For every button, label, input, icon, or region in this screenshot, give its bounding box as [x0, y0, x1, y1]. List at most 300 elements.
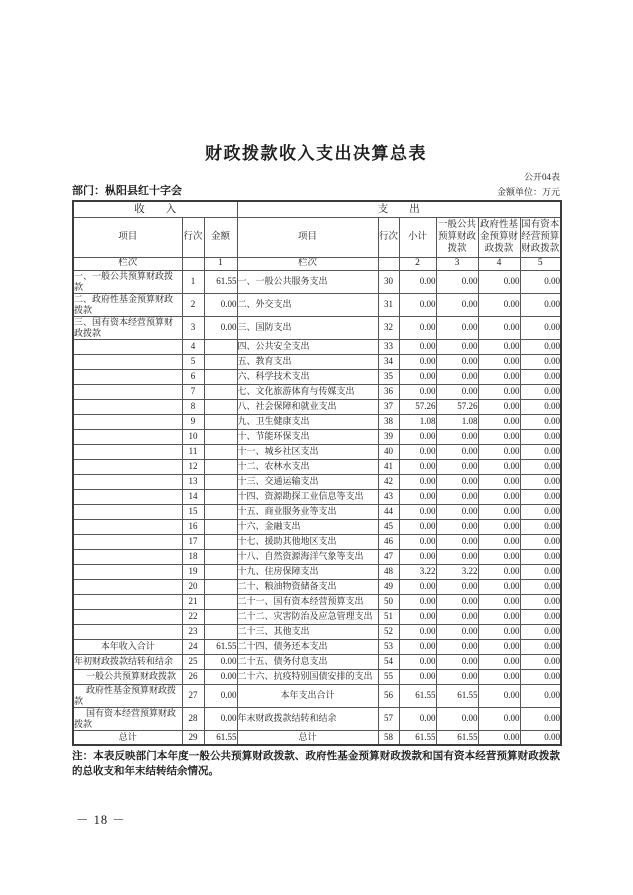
subtotal-cell: 0.00	[399, 669, 436, 684]
income-line-cell: 24	[182, 639, 204, 654]
table-row	[73, 564, 561, 579]
table-row	[73, 270, 561, 293]
subtotal-cell: 0.00	[399, 594, 436, 609]
expense-item-cell: 十二、农林水支出	[237, 459, 378, 474]
column-header-7: 政府性基金预算财政拨款	[478, 217, 520, 257]
income-line-cell: 17	[182, 534, 204, 549]
income-amount-cell	[204, 549, 237, 564]
expense-line-cell: 42	[378, 474, 399, 489]
expense-line-cell: 37	[378, 399, 399, 414]
income-item-cell	[73, 609, 182, 624]
expense-line-cell: 50	[378, 594, 399, 609]
table-row	[73, 316, 561, 339]
income-amount-cell	[204, 624, 237, 639]
table-row	[73, 684, 561, 707]
subtotal-cell: 0.00	[399, 489, 436, 504]
income-amount-cell: 61.55	[204, 639, 237, 654]
general-budget-cell: 0.00	[436, 384, 478, 399]
state-capital-cell: 0.00	[520, 504, 561, 519]
income-item-cell	[73, 564, 182, 579]
income-item-cell	[73, 594, 182, 609]
subtotal-cell: 57.26	[399, 399, 436, 414]
income-line-cell: 22	[182, 609, 204, 624]
lanci-cell-7: 4	[478, 257, 520, 270]
document-content	[72, 144, 560, 779]
general-budget-cell: 0.00	[436, 270, 478, 293]
table-row	[73, 459, 561, 474]
lanci-cell-5: 2	[399, 257, 436, 270]
expense-line-cell: 52	[378, 624, 399, 639]
income-line-cell: 9	[182, 414, 204, 429]
income-item-cell: 总计	[73, 730, 182, 745]
table-row	[73, 639, 561, 654]
subtotal-cell: 0.00	[399, 369, 436, 384]
expense-item-cell: 五、教育支出	[237, 354, 378, 369]
subtotal-cell: 0.00	[399, 339, 436, 354]
income-line-cell: 8	[182, 399, 204, 414]
income-line-cell: 23	[182, 624, 204, 639]
expense-item-cell: 十一、城乡社区支出	[237, 444, 378, 459]
income-item-cell: 年初财政拨款结转和结余	[73, 654, 182, 669]
fiscal-allocation-table	[72, 200, 562, 746]
gov-fund-cell: 0.00	[478, 579, 520, 594]
general-budget-cell: 0.00	[436, 639, 478, 654]
table-row	[73, 429, 561, 444]
expense-item-cell: 总计	[237, 730, 378, 745]
table-row	[73, 534, 561, 549]
income-line-cell: 12	[182, 459, 204, 474]
expense-line-cell: 30	[378, 270, 399, 293]
general-budget-cell: 61.55	[436, 684, 478, 707]
income-amount-cell	[204, 354, 237, 369]
expense-item-cell: 年末财政拨款结转和结余	[237, 707, 378, 730]
column-header-4: 行次	[378, 217, 399, 257]
state-capital-cell: 0.00	[520, 564, 561, 579]
state-capital-cell: 0.00	[520, 609, 561, 624]
table-row	[73, 399, 561, 414]
income-item-cell: 本年收入合计	[73, 639, 182, 654]
general-budget-cell: 0.00	[436, 534, 478, 549]
column-header-8: 国有资本经营预算财政拨款	[520, 217, 561, 257]
expense-line-cell: 51	[378, 609, 399, 624]
expense-item-cell: 十四、资源勘探工业信息等支出	[237, 489, 378, 504]
general-budget-cell: 0.00	[436, 654, 478, 669]
gov-fund-cell: 0.00	[478, 594, 520, 609]
general-budget-cell: 0.00	[436, 369, 478, 384]
expense-item-cell: 二、外交支出	[237, 293, 378, 316]
general-budget-cell: 0.00	[436, 624, 478, 639]
gov-fund-cell: 0.00	[478, 624, 520, 639]
income-amount-cell: 61.55	[204, 270, 237, 293]
gov-fund-cell: 0.00	[478, 639, 520, 654]
income-item-cell	[73, 534, 182, 549]
general-budget-cell: 0.00	[436, 669, 478, 684]
gov-fund-cell: 0.00	[478, 384, 520, 399]
table-row	[73, 489, 561, 504]
income-line-cell: 2	[182, 293, 204, 316]
subtotal-cell: 0.00	[399, 579, 436, 594]
expense-line-cell: 58	[378, 730, 399, 745]
state-capital-cell: 0.00	[520, 624, 561, 639]
income-line-cell: 28	[182, 707, 204, 730]
state-capital-cell: 0.00	[520, 459, 561, 474]
expense-item-cell: 二十四、债务还本支出	[237, 639, 378, 654]
general-budget-cell: 0.00	[436, 609, 478, 624]
table-row	[73, 354, 561, 369]
page-number: － 18 －	[76, 813, 126, 827]
general-budget-cell: 0.00	[436, 429, 478, 444]
gov-fund-cell: 0.00	[478, 730, 520, 745]
expense-item-cell: 四、公共安全支出	[237, 339, 378, 354]
table-row	[73, 707, 561, 730]
state-capital-cell: 0.00	[520, 730, 561, 745]
gov-fund-cell: 0.00	[478, 399, 520, 414]
subtotal-cell: 0.00	[399, 429, 436, 444]
department-label: 部门：枞阳县红十字会	[72, 185, 182, 197]
income-item-cell	[73, 504, 182, 519]
gov-fund-cell: 0.00	[478, 429, 520, 444]
income-item-cell: 一、一般公共预算财政拨款	[73, 270, 182, 293]
income-amount-cell: 0.00	[204, 654, 237, 669]
income-amount-cell	[204, 594, 237, 609]
income-line-cell: 13	[182, 474, 204, 489]
expense-line-cell: 46	[378, 534, 399, 549]
unit-label: 金额单位：万元	[496, 187, 560, 197]
state-capital-cell: 0.00	[520, 369, 561, 384]
column-header-3: 项目	[237, 217, 378, 257]
subtotal-cell: 0.00	[399, 534, 436, 549]
gov-fund-cell: 0.00	[478, 459, 520, 474]
state-capital-cell: 0.00	[520, 594, 561, 609]
expense-item-cell: 本年支出合计	[237, 684, 378, 707]
expense-item-cell: 十七、援助其他地区支出	[237, 534, 378, 549]
gov-fund-cell: 0.00	[478, 669, 520, 684]
table-row	[73, 474, 561, 489]
income-line-cell: 5	[182, 354, 204, 369]
table-row	[73, 624, 561, 639]
income-amount-cell	[204, 429, 237, 444]
state-capital-cell: 0.00	[520, 684, 561, 707]
table-row	[73, 339, 561, 354]
income-item-cell	[73, 459, 182, 474]
expense-item-cell: 十八、自然资源海洋气象等支出	[237, 549, 378, 564]
state-capital-cell: 0.00	[520, 669, 561, 684]
expense-line-cell: 35	[378, 369, 399, 384]
gov-fund-cell: 0.00	[478, 474, 520, 489]
income-item-cell	[73, 474, 182, 489]
expense-item-cell: 二十六、抗疫特别国债安排的支出	[237, 669, 378, 684]
expense-line-cell: 39	[378, 429, 399, 444]
expense-line-cell: 40	[378, 444, 399, 459]
table-row	[73, 444, 561, 459]
subtotal-cell: 0.00	[399, 384, 436, 399]
subtotal-cell: 0.00	[399, 504, 436, 519]
expense-item-cell: 一、一般公共服务支出	[237, 270, 378, 293]
general-budget-cell: 0.00	[436, 459, 478, 474]
expense-line-cell: 32	[378, 316, 399, 339]
state-capital-cell: 0.00	[520, 270, 561, 293]
general-budget-cell: 61.55	[436, 730, 478, 745]
subtotal-cell: 0.00	[399, 624, 436, 639]
income-line-cell: 15	[182, 504, 204, 519]
expense-line-cell: 47	[378, 549, 399, 564]
gov-fund-cell: 0.00	[478, 293, 520, 316]
gov-fund-cell: 0.00	[478, 504, 520, 519]
page-title: 财政拨款收入支出决算总表	[205, 144, 427, 163]
table-row	[73, 504, 561, 519]
expense-line-cell: 53	[378, 639, 399, 654]
state-capital-cell: 0.00	[520, 519, 561, 534]
income-section-header: 收 入	[73, 201, 237, 217]
general-budget-cell: 0.00	[436, 354, 478, 369]
income-amount-cell: 0.00	[204, 316, 237, 339]
income-item-cell: 一般公共预算财政拨款	[73, 669, 182, 684]
table-row	[73, 730, 561, 745]
income-line-cell: 26	[182, 669, 204, 684]
income-item-cell: 二、政府性基金预算财政拨款	[73, 293, 182, 316]
expense-item-cell: 六、科学技术支出	[237, 369, 378, 384]
expense-line-cell: 45	[378, 519, 399, 534]
income-amount-cell	[204, 579, 237, 594]
gov-fund-cell: 0.00	[478, 444, 520, 459]
expense-section-header: 支 出	[237, 201, 561, 217]
income-amount-cell	[204, 534, 237, 549]
footnote: 注：本表反映部门本年度一般公共预算财政拨款、政府性基金预算财政拨款和国有资本经营预算财政拨款的总收支和年末结转结余情况。	[72, 750, 560, 777]
gov-fund-cell: 0.00	[478, 369, 520, 384]
state-capital-cell: 0.00	[520, 339, 561, 354]
income-amount-cell: 0.00	[204, 669, 237, 684]
income-line-cell: 19	[182, 564, 204, 579]
expense-line-cell: 55	[378, 669, 399, 684]
table-row	[73, 654, 561, 669]
income-line-cell: 21	[182, 594, 204, 609]
table-row	[73, 293, 561, 316]
income-amount-cell	[204, 384, 237, 399]
general-budget-cell: 0.00	[436, 489, 478, 504]
state-capital-cell: 0.00	[520, 316, 561, 339]
income-line-cell: 16	[182, 519, 204, 534]
column-header-row	[73, 217, 561, 257]
column-header-5: 小计	[399, 217, 436, 257]
income-line-cell: 27	[182, 684, 204, 707]
income-amount-cell: 0.00	[204, 684, 237, 707]
income-amount-cell	[204, 609, 237, 624]
table-row	[73, 609, 561, 624]
general-budget-cell: 0.00	[436, 474, 478, 489]
expense-item-cell: 二十二、灾害防治及应急管理支出	[237, 609, 378, 624]
expense-item-cell: 十三、交通运输支出	[237, 474, 378, 489]
income-amount-cell: 61.55	[204, 730, 237, 745]
expense-item-cell: 二十一、国有资本经营预算支出	[237, 594, 378, 609]
income-item-cell	[73, 384, 182, 399]
expense-item-cell: 十九、住房保障支出	[237, 564, 378, 579]
expense-item-cell: 二十三、其他支出	[237, 624, 378, 639]
gov-fund-cell: 0.00	[478, 316, 520, 339]
table-row	[73, 519, 561, 534]
income-amount-cell	[204, 369, 237, 384]
state-capital-cell: 0.00	[520, 549, 561, 564]
subtotal-cell: 0.00	[399, 609, 436, 624]
lanci-cell-0: 栏次	[73, 257, 182, 270]
income-item-cell	[73, 444, 182, 459]
table-code: 公开04表	[523, 172, 560, 182]
lanci-cell-4	[378, 257, 399, 270]
subtotal-cell: 0.00	[399, 354, 436, 369]
state-capital-cell: 0.00	[520, 707, 561, 730]
income-item-cell	[73, 399, 182, 414]
gov-fund-cell: 0.00	[478, 414, 520, 429]
expense-item-cell: 三、国防支出	[237, 316, 378, 339]
gov-fund-cell: 0.00	[478, 684, 520, 707]
general-budget-cell: 0.00	[436, 339, 478, 354]
income-line-cell: 10	[182, 429, 204, 444]
section-header-row	[73, 201, 561, 217]
expense-line-cell: 44	[378, 504, 399, 519]
income-item-cell	[73, 339, 182, 354]
general-budget-cell: 0.00	[436, 444, 478, 459]
subtotal-cell: 0.00	[399, 639, 436, 654]
table-row	[73, 594, 561, 609]
gov-fund-cell: 0.00	[478, 489, 520, 504]
income-amount-cell	[204, 474, 237, 489]
income-amount-cell	[204, 459, 237, 474]
meta-line	[72, 185, 560, 198]
income-line-cell: 18	[182, 549, 204, 564]
income-amount-cell	[204, 414, 237, 429]
state-capital-cell: 0.00	[520, 654, 561, 669]
income-amount-cell	[204, 489, 237, 504]
expense-item-cell: 八、社会保障和就业支出	[237, 399, 378, 414]
general-budget-cell: 0.00	[436, 504, 478, 519]
income-line-cell: 3	[182, 316, 204, 339]
state-capital-cell: 0.00	[520, 489, 561, 504]
expense-item-cell: 十六、金融支出	[237, 519, 378, 534]
income-amount-cell	[204, 519, 237, 534]
lanci-cell-6: 3	[436, 257, 478, 270]
income-amount-cell	[204, 504, 237, 519]
expense-line-cell: 48	[378, 564, 399, 579]
subtotal-cell: 61.55	[399, 730, 436, 745]
subtotal-cell: 1.08	[399, 414, 436, 429]
income-line-cell: 7	[182, 384, 204, 399]
expense-line-cell: 57	[378, 707, 399, 730]
state-capital-cell: 0.00	[520, 579, 561, 594]
state-capital-cell: 0.00	[520, 384, 561, 399]
state-capital-cell: 0.00	[520, 293, 561, 316]
general-budget-cell: 0.00	[436, 579, 478, 594]
income-line-cell: 25	[182, 654, 204, 669]
table-row	[73, 579, 561, 594]
general-budget-cell: 0.00	[436, 316, 478, 339]
expense-item-cell: 二十、粮油物资储备支出	[237, 579, 378, 594]
income-amount-cell	[204, 444, 237, 459]
income-line-cell: 29	[182, 730, 204, 745]
general-budget-cell: 0.00	[436, 707, 478, 730]
state-capital-cell: 0.00	[520, 474, 561, 489]
state-capital-cell: 0.00	[520, 639, 561, 654]
income-line-cell: 4	[182, 339, 204, 354]
expense-item-cell: 二十五、债务付息支出	[237, 654, 378, 669]
general-budget-cell: 3.22	[436, 564, 478, 579]
expense-item-cell: 十五、商业服务业等支出	[237, 504, 378, 519]
subtotal-cell: 0.00	[399, 444, 436, 459]
gov-fund-cell: 0.00	[478, 354, 520, 369]
state-capital-cell: 0.00	[520, 534, 561, 549]
expense-line-cell: 41	[378, 459, 399, 474]
expense-line-cell: 33	[378, 339, 399, 354]
table-row	[73, 369, 561, 384]
expense-line-cell: 49	[378, 579, 399, 594]
column-header-6: 一般公共预算财政拨款	[436, 217, 478, 257]
lanci-row	[73, 257, 561, 270]
gov-fund-cell: 0.00	[478, 534, 520, 549]
state-capital-cell: 0.00	[520, 414, 561, 429]
subtotal-cell: 3.22	[399, 564, 436, 579]
state-capital-cell: 0.00	[520, 354, 561, 369]
gov-fund-cell: 0.00	[478, 339, 520, 354]
income-item-cell	[73, 369, 182, 384]
income-amount-cell	[204, 339, 237, 354]
income-line-cell: 20	[182, 579, 204, 594]
subtotal-cell: 61.55	[399, 684, 436, 707]
subtotal-cell: 0.00	[399, 654, 436, 669]
income-item-cell	[73, 549, 182, 564]
state-capital-cell: 0.00	[520, 429, 561, 444]
income-item-cell	[73, 354, 182, 369]
subtotal-cell: 0.00	[399, 270, 436, 293]
gov-fund-cell: 0.00	[478, 609, 520, 624]
expense-line-cell: 56	[378, 684, 399, 707]
gov-fund-cell: 0.00	[478, 519, 520, 534]
table-row	[73, 384, 561, 399]
subtotal-cell: 0.00	[399, 519, 436, 534]
table-row	[73, 669, 561, 684]
expense-line-cell: 34	[378, 354, 399, 369]
income-item-cell	[73, 414, 182, 429]
income-item-cell	[73, 579, 182, 594]
expense-item-cell: 七、文化旅游体育与传媒支出	[237, 384, 378, 399]
subtotal-cell: 0.00	[399, 707, 436, 730]
income-line-cell: 14	[182, 489, 204, 504]
income-item-cell: 三、国有资本经营预算财政拨款	[73, 316, 182, 339]
expense-line-cell: 38	[378, 414, 399, 429]
subtotal-cell: 0.00	[399, 293, 436, 316]
subtotal-cell: 0.00	[399, 459, 436, 474]
lanci-cell-3: 栏次	[237, 257, 378, 270]
income-item-cell	[73, 624, 182, 639]
column-header-0: 项目	[73, 217, 182, 257]
expense-item-cell: 九、卫生健康支出	[237, 414, 378, 429]
state-capital-cell: 0.00	[520, 444, 561, 459]
income-amount-cell	[204, 564, 237, 579]
general-budget-cell: 0.00	[436, 594, 478, 609]
expense-line-cell: 36	[378, 384, 399, 399]
general-budget-cell: 0.00	[436, 293, 478, 316]
income-item-cell	[73, 429, 182, 444]
expense-item-cell: 十、节能环保支出	[237, 429, 378, 444]
general-budget-cell: 0.00	[436, 549, 478, 564]
gov-fund-cell: 0.00	[478, 549, 520, 564]
state-capital-cell: 0.00	[520, 399, 561, 414]
expense-line-cell: 31	[378, 293, 399, 316]
gov-fund-cell: 0.00	[478, 270, 520, 293]
income-line-cell: 11	[182, 444, 204, 459]
income-amount-cell: 0.00	[204, 707, 237, 730]
gov-fund-cell: 0.00	[478, 564, 520, 579]
income-amount-cell	[204, 399, 237, 414]
expense-line-cell: 54	[378, 654, 399, 669]
general-budget-cell: 57.26	[436, 399, 478, 414]
